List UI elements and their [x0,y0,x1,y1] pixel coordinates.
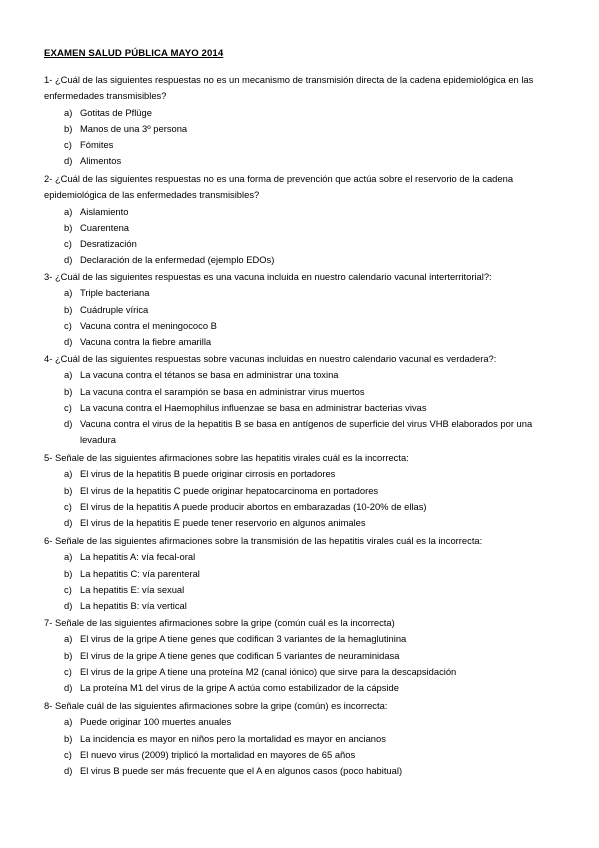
option-text: La vacuna contra el Haemophilus influenzae se basa en administrar bacterias vivas [80,401,427,413]
option-letter: a) [64,716,73,728]
question-5 [44,450,564,531]
option-letter: b) [64,567,73,579]
option-letter: d) [64,155,73,167]
answer-option [44,515,564,531]
option-letter: d) [64,682,73,694]
option-letter: d) [64,254,73,266]
answer-option [44,714,564,730]
option-text: La incidencia es mayor en niños pero la mortalidad es mayor en ancianos [80,732,386,744]
answer-option [44,105,564,121]
answer-option [44,664,564,680]
option-text: El virus de la hepatitis C puede originar hepatocarcinoma en portadores [80,484,379,496]
question-text: 2- ¿Cuál de las siguientes respuestas no es una forma de prevención que actúa sobre el reservorio de la cadena epidemiológica de las enfermedades transmisibles? [44,173,514,201]
option-text: Aislamiento [80,205,129,217]
option-text: Alimentos [80,155,122,167]
question-text: 7- Señale de las siguientes afirmaciones sobre la gripe (común cuál es la incorrecta) [44,617,395,628]
option-letter: a) [64,633,73,645]
option-letter: a) [64,106,73,118]
option-letter: d) [64,600,73,612]
option-text: El virus de la hepatitis A puede producir abortos en embarazadas (10-20% de ellas) [80,500,427,512]
option-text: El virus B puede ser más frecuente que el A en algunos casos (poco habitual) [80,765,403,777]
exam-title: EXAMEN SALUD PÚBLICA MAYO 2014 [44,48,224,59]
option-text: La proteína M1 del virus de la gripe A actúa como estabilizador de la cápside [80,682,399,694]
option-text: El virus de la gripe A tiene genes que codifican 3 variantes de la hemaglutinina [80,633,407,645]
option-text: La hepatitis A: vía fecal-oral [80,551,196,563]
option-text: Declaración de la enfermedad (ejemplo EDOs) [80,254,275,266]
answer-option [44,367,564,383]
answer-option [44,631,564,647]
option-letter: d) [64,517,73,529]
option-text: Vacuna contra la fiebre amarilla [80,336,212,348]
option-letter: a) [64,369,73,381]
option-letter: d) [64,336,73,348]
option-text: Vacuna contra el virus de la hepatitis B se basa en antígenos de superficie del virus VHB elaborados por una levadura [80,418,533,446]
answer-option [44,220,564,236]
option-text: Cuádruple vírica [80,303,149,315]
option-letter: b) [64,221,73,233]
option-letter: a) [64,468,73,480]
option-letter: c) [64,319,72,331]
answer-option [44,648,564,664]
answer-option [44,285,564,301]
answer-option [44,334,564,350]
option-letter: b) [64,732,73,744]
answer-option [44,731,564,747]
option-letter: c) [64,665,72,677]
question-8 [44,698,564,779]
answer-option [44,763,564,779]
option-letter: b) [64,385,73,397]
answer-option [44,549,564,565]
answer-option [44,137,564,153]
answer-option [44,416,564,449]
option-letter: c) [64,401,72,413]
question-text: 3- ¿Cuál de las siguientes respuestas es una vacuna incluida en nuestro calendario vacunal interterritorial?: [44,271,492,282]
question-7 [44,615,564,696]
question-text: 5- Señale de las siguientes afirmaciones sobre las hepatitis virales cuál es la incorrecta: [44,452,409,463]
answer-option [44,747,564,763]
option-text: Puede originar 100 muertes anuales [80,716,232,728]
option-letter: a) [64,205,73,217]
option-text: El virus de la hepatitis B puede originar cirrosis en portadores [80,468,336,480]
option-text: La vacuna contra el tétanos se basa en administrar una toxina [80,369,339,381]
question-4 [44,351,564,449]
answer-option [44,121,564,137]
option-letter: d) [64,418,73,430]
answer-option [44,582,564,598]
question-1 [44,72,564,170]
option-letter: b) [64,303,73,315]
option-letter: b) [64,122,73,134]
answer-option [44,483,564,499]
option-text: Fómites [80,139,114,151]
question-text: 8- Señale cuál de las siguientes afirmaciones sobre la gripe (común) es incorrecta: [44,700,388,711]
option-text: La hepatitis E: vía sexual [80,583,185,595]
option-letter: a) [64,287,73,299]
option-text: La hepatitis C: vía parenteral [80,567,200,579]
option-text: Desratización [80,238,137,250]
answer-option [44,598,564,614]
option-letter: c) [64,139,72,151]
option-text: Gotitas de Pflüge [80,106,152,118]
answer-option [44,499,564,515]
option-letter: d) [64,765,73,777]
question-2 [44,171,564,269]
answer-option [44,153,564,169]
option-text: Manos de una 3º persona [80,122,188,134]
option-text: La vacuna contra el sarampión se basa en administrar virus muertos [80,385,365,397]
answer-option [44,466,564,482]
option-text: El nuevo virus (2009) triplicó la mortalidad en mayores de 65 años [80,748,356,760]
answer-option [44,400,564,416]
option-text: El virus de la hepatitis E puede tener reservorio en algunos animales [80,517,366,529]
question-6 [44,533,564,614]
option-text: Triple bacteriana [80,287,150,299]
option-text: Cuarentena [80,221,129,233]
option-letter: b) [64,649,73,661]
option-letter: b) [64,484,73,496]
option-letter: c) [64,500,72,512]
option-text: Vacuna contra el meningococo B [80,319,217,331]
option-letter: a) [64,551,73,563]
question-text: 1- ¿Cuál de las siguientes respuestas no es un mecanismo de transmisión directa de la cadena epidemiológica en las enfermedades transmisibles? [44,74,534,102]
option-text: El virus de la gripe A tiene genes que codifican 5 variantes de neuraminidasa [80,649,400,661]
option-letter: c) [64,583,72,595]
answer-option [44,384,564,400]
answer-option [44,204,564,220]
option-text: El virus de la gripe A tiene una proteína M2 (canal iónico) que sirve para la descapsidación [80,665,457,677]
question-text: 4- ¿Cuál de las siguientes respuestas sobre vacunas incluidas en nuestro calendario vacunal es verdadera?: [44,353,497,364]
answer-option [44,680,564,696]
answer-option [44,566,564,582]
question-3 [44,269,564,350]
option-letter: c) [64,238,72,250]
answer-option [44,318,564,334]
answer-option [44,252,564,268]
question-text: 6- Señale de las siguientes afirmaciones sobre la transmisión de las hepatitis virales cuál es la incorrecta: [44,535,483,546]
option-text: La hepatitis B: vía vertical [80,600,187,612]
answer-option [44,236,564,252]
option-letter: c) [64,748,72,760]
answer-option [44,302,564,318]
